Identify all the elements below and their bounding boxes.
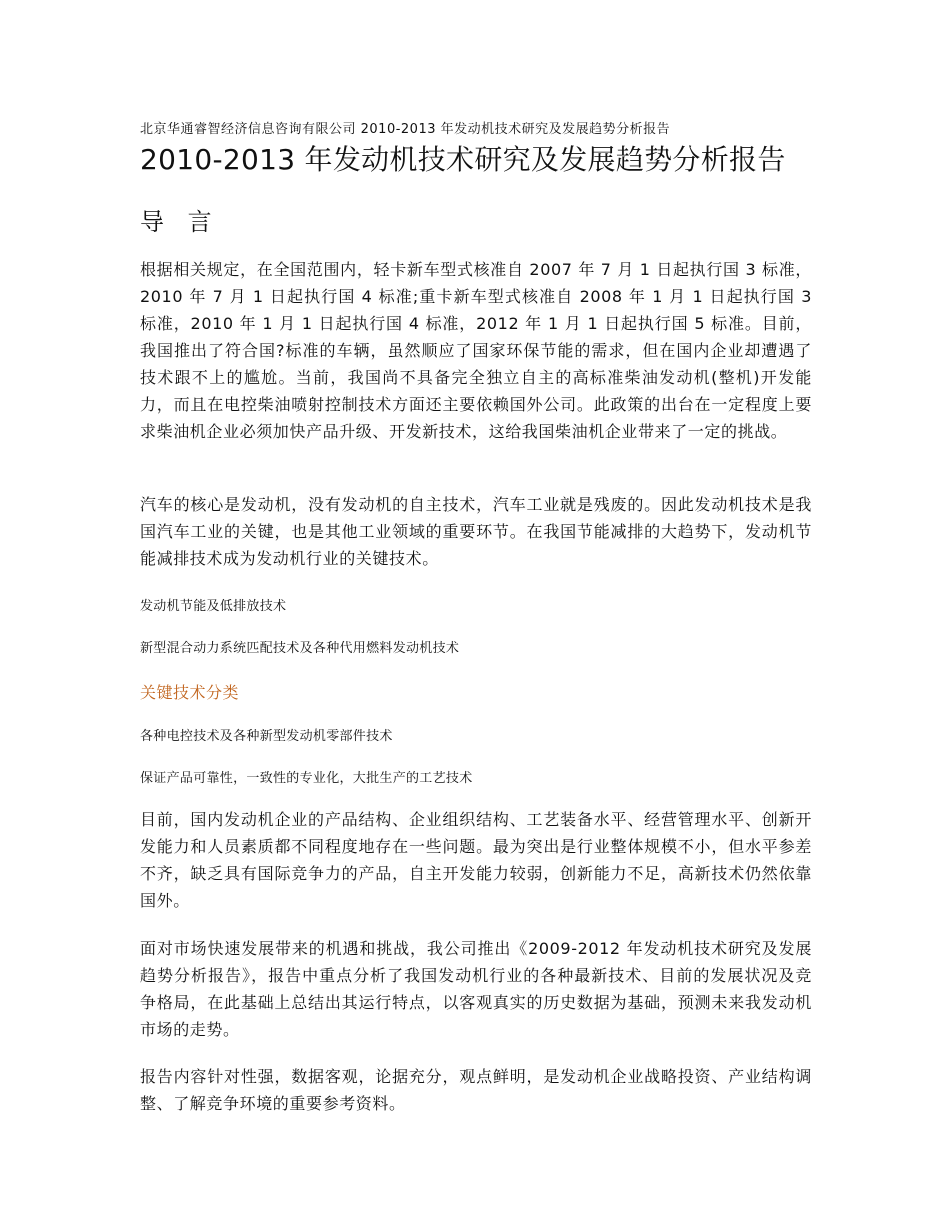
document-title: 2010-2013 年发动机技术研究及发展趋势分析报告	[140, 143, 786, 176]
paragraph-report-summary: 报告内容针对性强，数据客观，论据充分，观点鲜明，是发动机企业战略投资、产业结构调整、了解竞争环境的重要参考资料。	[140, 1067, 812, 1113]
paragraph-industry-problems: 目前，国内发动机企业的产品结构、企业组织结构、工艺装备水平、经营管理水平、创新开发能力和人员素质都不同程度地存在一些问题。最为突出是行业整体规模不小，但水平参差不齐，缺乏具有国际竞争力的产品，自主开发能力较弱，创新能力不足，高新技术仍然依靠国外。	[140, 810, 812, 910]
list-item: 新型混合动力系统匹配技术及各种代用燃料发动机技术	[140, 641, 460, 656]
document-header: 北京华通睿智经济信息咨询有限公司 2010-2013 年发动机技术研究及发展趋势分析报告	[140, 122, 671, 137]
key-tech-subheading: 关键技术分类	[140, 683, 240, 702]
paragraph-report-intro: 面对市场快速发展带来的机遇和挑战，我公司推出《2009-2012 年发动机技术研究及发展趋势分析报告》，报告中重点分析了我国发动机行业的各种最新技术、目前的发展状况及竞争格局，在此基础上总结出其运行特点，以客观真实的历史数据为基础，预测未来我发动机市场的走势。	[140, 939, 812, 1039]
list-item: 发动机节能及低排放技术	[140, 599, 287, 614]
list-item: 保证产品可靠性，一致性的专业化，大批生产的工艺技术	[140, 771, 473, 786]
paragraph-regulations: 根据相关规定，在全国范围内，轻卡新车型式核准自 2007 年 7 月 1 日起执行国 3 标准，2010 年 7 月 1 日起执行国 4 标准;重卡新车型式核准自 2008 年 1 月 1 日起执行国 3 标准，2010 年 1 月 1 日起执行国 4 标准，2012 年 1 月 1 日起执行国 5 标准。目前，我国推出了符合国?标准的车辆，虽然顺应了国家环保节能的需求，但在国内企业却遭遇了技术跟不上的尴尬。当前，我国尚不具备完全独立自主的高标准柴油发动机(整机)开发能力，而且在电控柴油喷射控制技术方面还主要依赖国外公司。此政策的出台在一定程度上要求柴油机企业必须加快产品升级、开发新技术，这给我国柴油机企业带来了一定的挑战。	[140, 260, 812, 441]
paragraph-engine-core: 汽车的核心是发动机，没有发动机的自主技术，汽车工业就是残废的。因此发动机技术是我国汽车工业的关键，也是其他工业领域的重要环节。在我国节能减排的大趋势下，发动机节能减排技术成为发动机行业的关键技术。	[140, 495, 812, 568]
section-heading: 导 言	[140, 208, 220, 236]
list-item: 各种电控技术及各种新型发动机零部件技术	[140, 729, 393, 744]
